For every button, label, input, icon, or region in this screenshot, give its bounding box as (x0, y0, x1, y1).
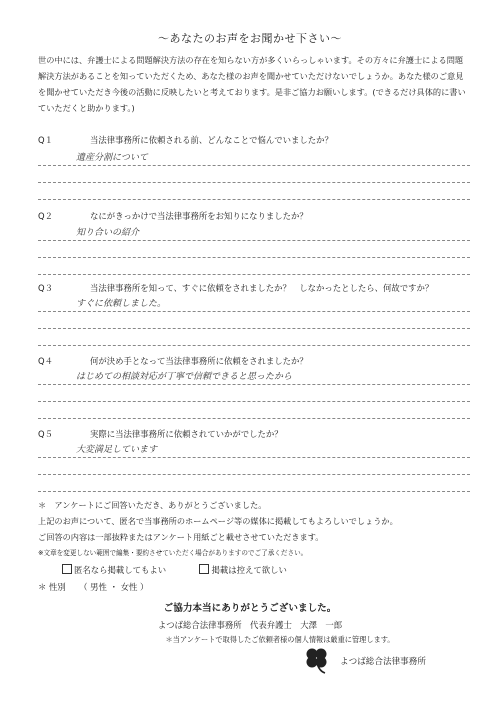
question-text: 実際に当法律事務所に依頼されていかがでしたか？ (90, 429, 283, 439)
firm-representative: よつば総合法律事務所 代表弁護士 大澤 一郎 (157, 620, 343, 630)
option-decline-label: 掲載は控えて欲しい (211, 565, 287, 575)
answer-line (38, 457, 470, 458)
answer-2: 知り合いの紹介 (76, 228, 140, 238)
question-number: Q５ (38, 429, 53, 439)
gender-options[interactable]: （ 男性 ・ 女性 ） (79, 582, 149, 592)
firm-name: よつば総合法律事務所 (340, 657, 426, 667)
answer-3: すぐに依頼しました。 (76, 299, 167, 309)
answer-line (38, 345, 470, 346)
option-anon-label: 匿名なら掲載してもよい (74, 565, 167, 575)
checkbox-anon[interactable] (62, 565, 166, 575)
answer-line (38, 257, 470, 258)
question-text: 何が決め手となって当法律事務所に依頼をされましたか？ (90, 356, 308, 366)
answer-1: 遺産分割について (76, 153, 148, 163)
answer-line (38, 182, 470, 183)
intro-text: 世の中には、弁護士による問題解決方法の存在を知らない方が多くいらっしゃいます。その方々に弁護士による問題解決方法があることを知っていただくため、あなた様のお声を聞かせていただけないでしょうか。あなた様のご意見を聞かせていただき今後の活動に反映したいと考えております。是非ご協力お願いします。(できるだけ具体的に書いていただくと助かります。) (38, 55, 466, 113)
closing-section (0, 600, 500, 645)
question-number: Q３ (38, 283, 53, 293)
checkbox-icon (199, 564, 209, 574)
answer-line (38, 384, 470, 385)
answer-line (38, 491, 470, 492)
answer-4: はじめての相談対応が丁寧で信頼できると思ったから (76, 372, 293, 382)
answer-line (38, 474, 470, 475)
permission-section (38, 497, 478, 561)
question-number: Q１ (38, 135, 53, 145)
form-title: 〜あなたのお声をお聞かせ下さい〜 (158, 32, 342, 45)
permission-note: ご回答の内容は一部抜粋またはアンケート用紙ごと載せさせていただきます。 (38, 532, 324, 542)
question-text: 当法律事務所に依頼される前、どんなことで悩んでいましたか？ (90, 135, 333, 145)
answer-line (38, 418, 470, 419)
checkbox-decline[interactable] (199, 565, 286, 575)
edit-note: ※文章を変更しない範囲で編集・要約させていただく場合がありますのでご了承ください。 (38, 549, 308, 557)
answer-line (38, 240, 470, 241)
thanks-line: ＊ アンケートにご回答いただき、ありがとうございました。 (38, 500, 267, 510)
question-text: なにがきっかけで当法律事務所をお知りになりましたか？ (90, 211, 308, 221)
question-text: 当法律事務所を知って、すぐに依頼をされましたか？ しなかったとしたら、何故ですか？ (90, 283, 434, 293)
answer-5: 大変満足しています (76, 445, 158, 455)
answer-line (38, 274, 470, 275)
answer-line (38, 165, 470, 166)
question-number: Q４ (38, 356, 53, 366)
consent-section (38, 562, 478, 596)
answer-line (38, 328, 470, 329)
gender-label: ＊ 性別 (38, 582, 66, 592)
privacy-note: ＊当アンケートで取得したご依頼者様の個人情報は厳重に管理します。 (165, 635, 395, 644)
closing-thanks: ご協力本当にありがとうございました。 (163, 603, 337, 614)
permission-question: 上記のお声について、匿名で当事務所のホームページ等の媒体に掲載してもよろしいでしょうか。 (38, 516, 398, 526)
answer-line (38, 401, 470, 402)
question-number: Q２ (38, 211, 53, 221)
checkbox-icon (62, 564, 72, 574)
answer-line (38, 199, 470, 200)
clover-icon (300, 645, 334, 675)
firm-logo (300, 645, 470, 675)
answer-line (38, 311, 470, 312)
